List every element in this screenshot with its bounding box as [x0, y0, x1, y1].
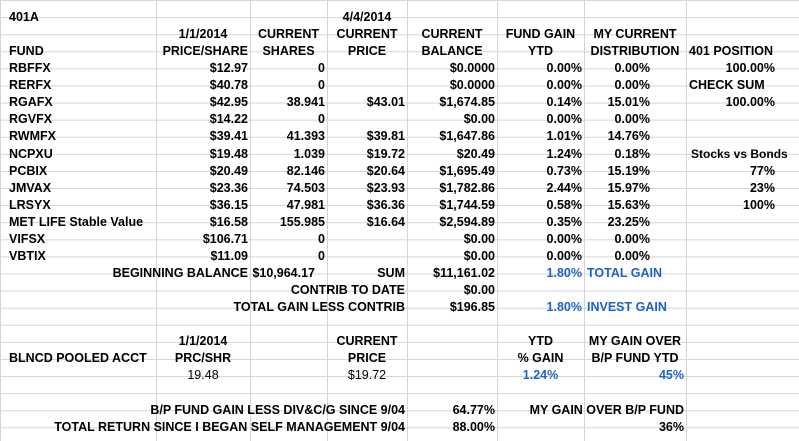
- header-current-shares: CURRENT: [257, 27, 320, 41]
- fund-shares[interactable]: 0: [318, 232, 325, 246]
- fund-price-start[interactable]: $11.09: [210, 249, 248, 264]
- fund-price-start[interactable]: $39.41: [209, 129, 248, 144]
- column-divider: [250, 0, 251, 441]
- fund-name[interactable]: RGAFX: [9, 95, 53, 110]
- fund-shares[interactable]: 155.985: [279, 214, 325, 229]
- fund-price-now[interactable]: $16.64: [366, 214, 405, 229]
- sheet-title: 401A: [9, 10, 39, 24]
- fund-ytd[interactable]: 0.00%: [546, 78, 582, 93]
- fund-balance[interactable]: $1,744.59: [439, 197, 495, 212]
- invest-gain-label: INVEST GAIN: [587, 300, 667, 314]
- fund-name[interactable]: JMVAX: [9, 180, 52, 195]
- fund-balance[interactable]: $20.49: [456, 146, 495, 161]
- fund-shares[interactable]: 0: [318, 61, 325, 75]
- header-401-position: 401 POSITION: [689, 44, 774, 58]
- fund-balance[interactable]: $1,647.86: [439, 129, 495, 144]
- fund-balance[interactable]: $1,695.49: [439, 163, 495, 178]
- bp-gain-value: 64.77%: [452, 403, 495, 417]
- total-return-value: 88.00%: [452, 420, 495, 434]
- fund-price-now[interactable]: [329, 77, 405, 94]
- pooled-my-gain-over: MY GAIN OVER: [588, 334, 682, 348]
- fund-price-start[interactable]: $16.58: [209, 214, 248, 229]
- fund-distribution[interactable]: 0.18%: [614, 146, 650, 161]
- fund-name[interactable]: RGVFX: [9, 112, 53, 127]
- column-divider: [156, 0, 157, 441]
- fund-ytd[interactable]: 0.00%: [546, 61, 582, 75]
- bp-gain-label: B/P FUND GAIN LESS DIV&C/G SINCE 9/04: [150, 403, 405, 417]
- fund-shares[interactable]: 0: [318, 78, 325, 93]
- check-sum-label: CHECK SUM: [689, 78, 765, 92]
- beginning-balance-value: $10,964.17: [252, 266, 315, 280]
- fund-name[interactable]: RBFFX: [9, 61, 51, 75]
- fund-price-now[interactable]: $19.72: [366, 146, 405, 161]
- fund-price-now[interactable]: $36.36: [366, 197, 405, 212]
- column-divider: [327, 0, 328, 441]
- fund-name[interactable]: RWMFX: [9, 129, 56, 144]
- header-my-current: MY CURRENT: [593, 27, 677, 41]
- fund-shares[interactable]: 38.941: [286, 95, 325, 110]
- fund-balance[interactable]: $0.0000: [449, 78, 495, 93]
- fund-price-start[interactable]: $40.78: [209, 78, 248, 93]
- gain-less-contrib-value: $196.85: [449, 300, 495, 314]
- fund-price-now[interactable]: $43.01: [366, 95, 405, 110]
- fund-ytd[interactable]: 1.24%: [546, 146, 582, 161]
- fund-balance[interactable]: $1,782.86: [439, 180, 495, 195]
- contrib-value: $0.00: [463, 283, 495, 297]
- fund-ytd[interactable]: 1.01%: [546, 129, 582, 144]
- total-return-label: TOTAL RETURN SINCE I BEGAN SELF MANAGEMENT 9/04: [54, 420, 405, 434]
- fund-ytd[interactable]: 2.44%: [546, 180, 582, 195]
- fund-price-start[interactable]: $20.49: [209, 163, 248, 178]
- fund-distribution[interactable]: 0.00%: [614, 78, 650, 93]
- fund-balance[interactable]: $0.00: [463, 112, 495, 127]
- column-divider: [584, 0, 585, 441]
- sum-value: $11,161.02: [433, 266, 495, 280]
- fund-name[interactable]: RERFX: [9, 78, 52, 93]
- fund-balance[interactable]: $0.00: [463, 232, 495, 246]
- fund-shares[interactable]: 74.503: [286, 180, 325, 195]
- fund-ytd[interactable]: 0.73%: [546, 163, 582, 178]
- fund-price-now[interactable]: [329, 231, 405, 248]
- fund-distribution[interactable]: 15.01%: [607, 95, 650, 110]
- fund-price-now[interactable]: [329, 248, 405, 265]
- header-balance: BALANCE: [421, 44, 483, 58]
- total-gain-pct: 1.80%: [546, 266, 582, 280]
- sum-label: SUM: [377, 266, 405, 280]
- fund-balance[interactable]: $0.00: [463, 249, 495, 264]
- pooled-my-gain-value: 45%: [658, 368, 684, 382]
- header-price-share: PRICE/SHARE: [162, 44, 248, 58]
- total-pct: 100%: [743, 198, 775, 212]
- fund-price-now[interactable]: [329, 111, 405, 128]
- fund-price-now[interactable]: $23.93: [366, 180, 405, 195]
- fund-shares[interactable]: 47.981: [286, 197, 325, 212]
- fund-ytd[interactable]: 0.58%: [546, 197, 582, 212]
- fund-distribution[interactable]: 14.76%: [607, 129, 650, 144]
- fund-price-start[interactable]: $23.36: [209, 180, 248, 195]
- header-date-start: 1/1/2014: [178, 27, 228, 41]
- fund-ytd[interactable]: 0.00%: [546, 232, 582, 246]
- header-current-balance: CURRENT: [421, 27, 483, 41]
- stocks-pct: 77%: [749, 164, 775, 178]
- pooled-pct-gain: % GAIN: [517, 351, 564, 365]
- fund-name[interactable]: PCBIX: [9, 163, 48, 178]
- header-ytd: YTD: [528, 44, 553, 58]
- fund-balance[interactable]: $1,674.85: [439, 95, 495, 110]
- fund-price-start[interactable]: $106.71: [202, 232, 248, 246]
- my-gain-over-bp-label: MY GAIN OVER B/P FUND: [529, 403, 684, 417]
- fund-price-start[interactable]: $42.95: [209, 95, 248, 110]
- check-sum-value: 100.00%: [725, 95, 775, 109]
- fund-distribution[interactable]: 15.19%: [607, 163, 650, 178]
- position-value: 100.00%: [725, 61, 775, 75]
- fund-distribution[interactable]: 0.00%: [614, 112, 650, 127]
- header-shares: SHARES: [262, 44, 315, 58]
- pooled-label: BLNCD POOLED ACCT: [9, 351, 147, 365]
- header-date-end: 4/4/2014: [342, 10, 392, 24]
- invest-gain-pct: 1.80%: [546, 300, 582, 314]
- header-distribution: DISTRIBUTION: [590, 44, 680, 58]
- pooled-ytd-value: 1.24%: [522, 368, 559, 382]
- fund-name[interactable]: VBTIX: [9, 249, 46, 264]
- column-divider: [497, 0, 498, 441]
- fund-ytd[interactable]: 0.35%: [546, 214, 582, 229]
- fund-price-start[interactable]: $36.15: [209, 197, 248, 212]
- pooled-date: 1/1/2014: [178, 334, 228, 348]
- fund-distribution[interactable]: 0.00%: [614, 61, 650, 75]
- fund-shares[interactable]: 0: [318, 112, 325, 127]
- fund-distribution[interactable]: 0.00%: [614, 249, 650, 264]
- fund-distribution[interactable]: 0.00%: [614, 232, 650, 246]
- fund-distribution[interactable]: 15.63%: [607, 197, 650, 212]
- pooled-prc-shr: PRC/SHR: [174, 351, 232, 365]
- pooled-price: PRICE: [347, 351, 387, 365]
- fund-shares[interactable]: 41.393: [286, 129, 325, 144]
- fund-balance[interactable]: $0.0000: [449, 61, 495, 75]
- fund-price-start[interactable]: $12.97: [209, 61, 248, 75]
- pooled-current: CURRENT: [336, 334, 398, 348]
- bonds-pct: 23%: [749, 181, 775, 195]
- pooled-value-now: $19.72: [347, 368, 387, 382]
- fund-shares[interactable]: 82.146: [286, 163, 325, 178]
- fund-shares[interactable]: 1.039: [293, 146, 325, 161]
- header-fund: FUND: [9, 44, 44, 58]
- fund-balance[interactable]: $2,594.89: [439, 214, 495, 229]
- fund-ytd[interactable]: 0.00%: [546, 112, 582, 127]
- fund-price-now[interactable]: $39.81: [366, 129, 405, 144]
- header-current-price: CURRENT: [336, 27, 398, 41]
- fund-price-start[interactable]: $19.48: [209, 146, 248, 161]
- fund-name[interactable]: NCPXU: [9, 146, 53, 161]
- stocks-vs-bonds-label: Stocks vs Bonds: [691, 147, 788, 161]
- contrib-label: CONTRIB TO DATE: [290, 283, 405, 297]
- fund-name[interactable]: LRSYX: [9, 197, 51, 212]
- my-gain-over-bp-value: 36%: [658, 420, 684, 434]
- pooled-ytd: YTD: [528, 334, 553, 348]
- gain-less-contrib-label: TOTAL GAIN LESS CONTRIB: [233, 300, 405, 314]
- fund-name[interactable]: MET LIFE Stable Value: [9, 214, 144, 229]
- pooled-value-start: 19.48: [187, 368, 219, 382]
- fund-price-now[interactable]: $20.64: [366, 163, 405, 178]
- fund-name[interactable]: VIFSX: [9, 232, 46, 246]
- fund-distribution[interactable]: 23.25%: [607, 214, 650, 229]
- fund-ytd[interactable]: 0.00%: [546, 249, 582, 264]
- fund-distribution[interactable]: 15.97%: [607, 180, 650, 195]
- fund-price-now[interactable]: [329, 60, 405, 77]
- header-fund-gain: FUND GAIN: [505, 27, 576, 41]
- fund-shares[interactable]: 0: [318, 249, 325, 264]
- column-divider: [686, 0, 687, 441]
- fund-ytd[interactable]: 0.14%: [546, 95, 582, 110]
- pooled-bp-fund-ytd: B/P FUND YTD: [591, 351, 679, 365]
- fund-price-start[interactable]: $14.22: [209, 112, 248, 127]
- header-price: PRICE: [347, 44, 387, 58]
- beginning-balance-label: BEGINNING BALANCE: [112, 266, 248, 280]
- total-gain-label: TOTAL GAIN: [587, 266, 662, 280]
- column-divider: [407, 0, 408, 441]
